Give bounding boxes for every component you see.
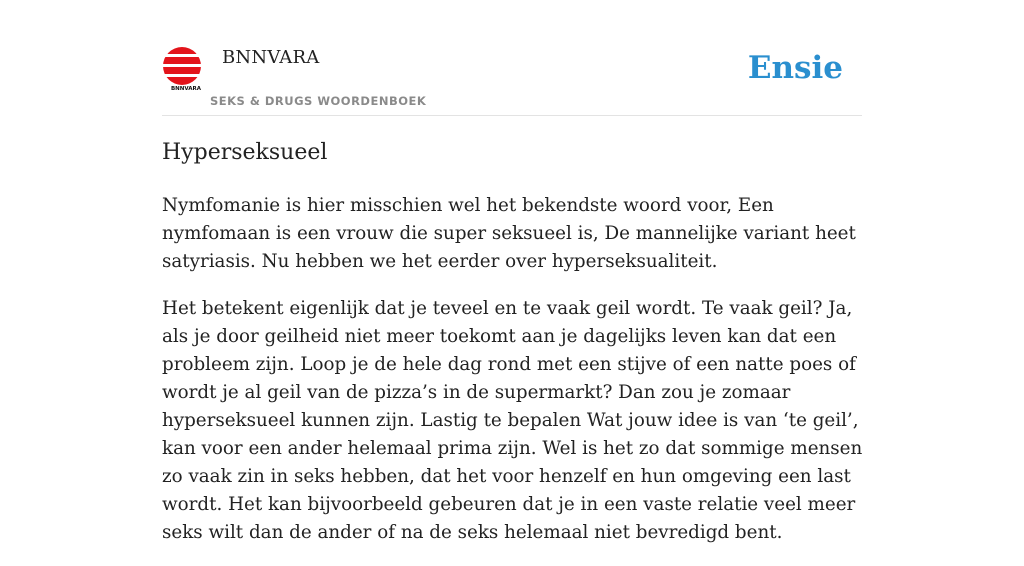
article-title: Hyperseksueel bbox=[162, 140, 328, 165]
logo-text: BNNVARA bbox=[170, 86, 202, 92]
bnnvara-logo[interactable] bbox=[162, 46, 202, 92]
article-paragraph: Nymfomanie is hier misschien wel het bekendste woord voor, Een nymfomaan is een vrouw die super seksueel is, De mannelijke variant heet satyriasis. Nu hebben we het eerder over hyperseksualiteit. bbox=[162, 195, 856, 272]
ensie-logo-link[interactable]: Ensie bbox=[747, 50, 843, 86]
header bbox=[162, 0, 862, 116]
article-body bbox=[162, 192, 864, 566]
article-paragraph: Het betekent eigenlijk dat je teveel en te vaak geil wordt. Te vaak geil? Ja, als je door geilheid niet meer toekomt aan je dagelijks leven kan dat een probleem zijn. Loop je de hele dag rond met een stijve of een natte poes of wordt je al geil van de pizza’s in de supermarkt? Dan zou je zomaar hyperseksueel kunnen zijn. Lastig te bepalen Wat jouw idee is van ‘te geil’, kan voor een ander helemaal prima zijn. Wel is het zo dat sommige mensen zo vaak zin in seks hebben, dat het voor henzelf en hun omgeving een last wordt. Het kan bijvoorbeeld gebeuren dat je in een vaste relatie veel meer seks wilt dan de ander of na de seks helemaal niet bevredigd bent. bbox=[162, 298, 863, 543]
brand-name[interactable]: BNNVARA bbox=[222, 47, 320, 68]
dictionary-name[interactable]: SEKS & DRUGS WOORDENBOEK bbox=[210, 94, 427, 108]
